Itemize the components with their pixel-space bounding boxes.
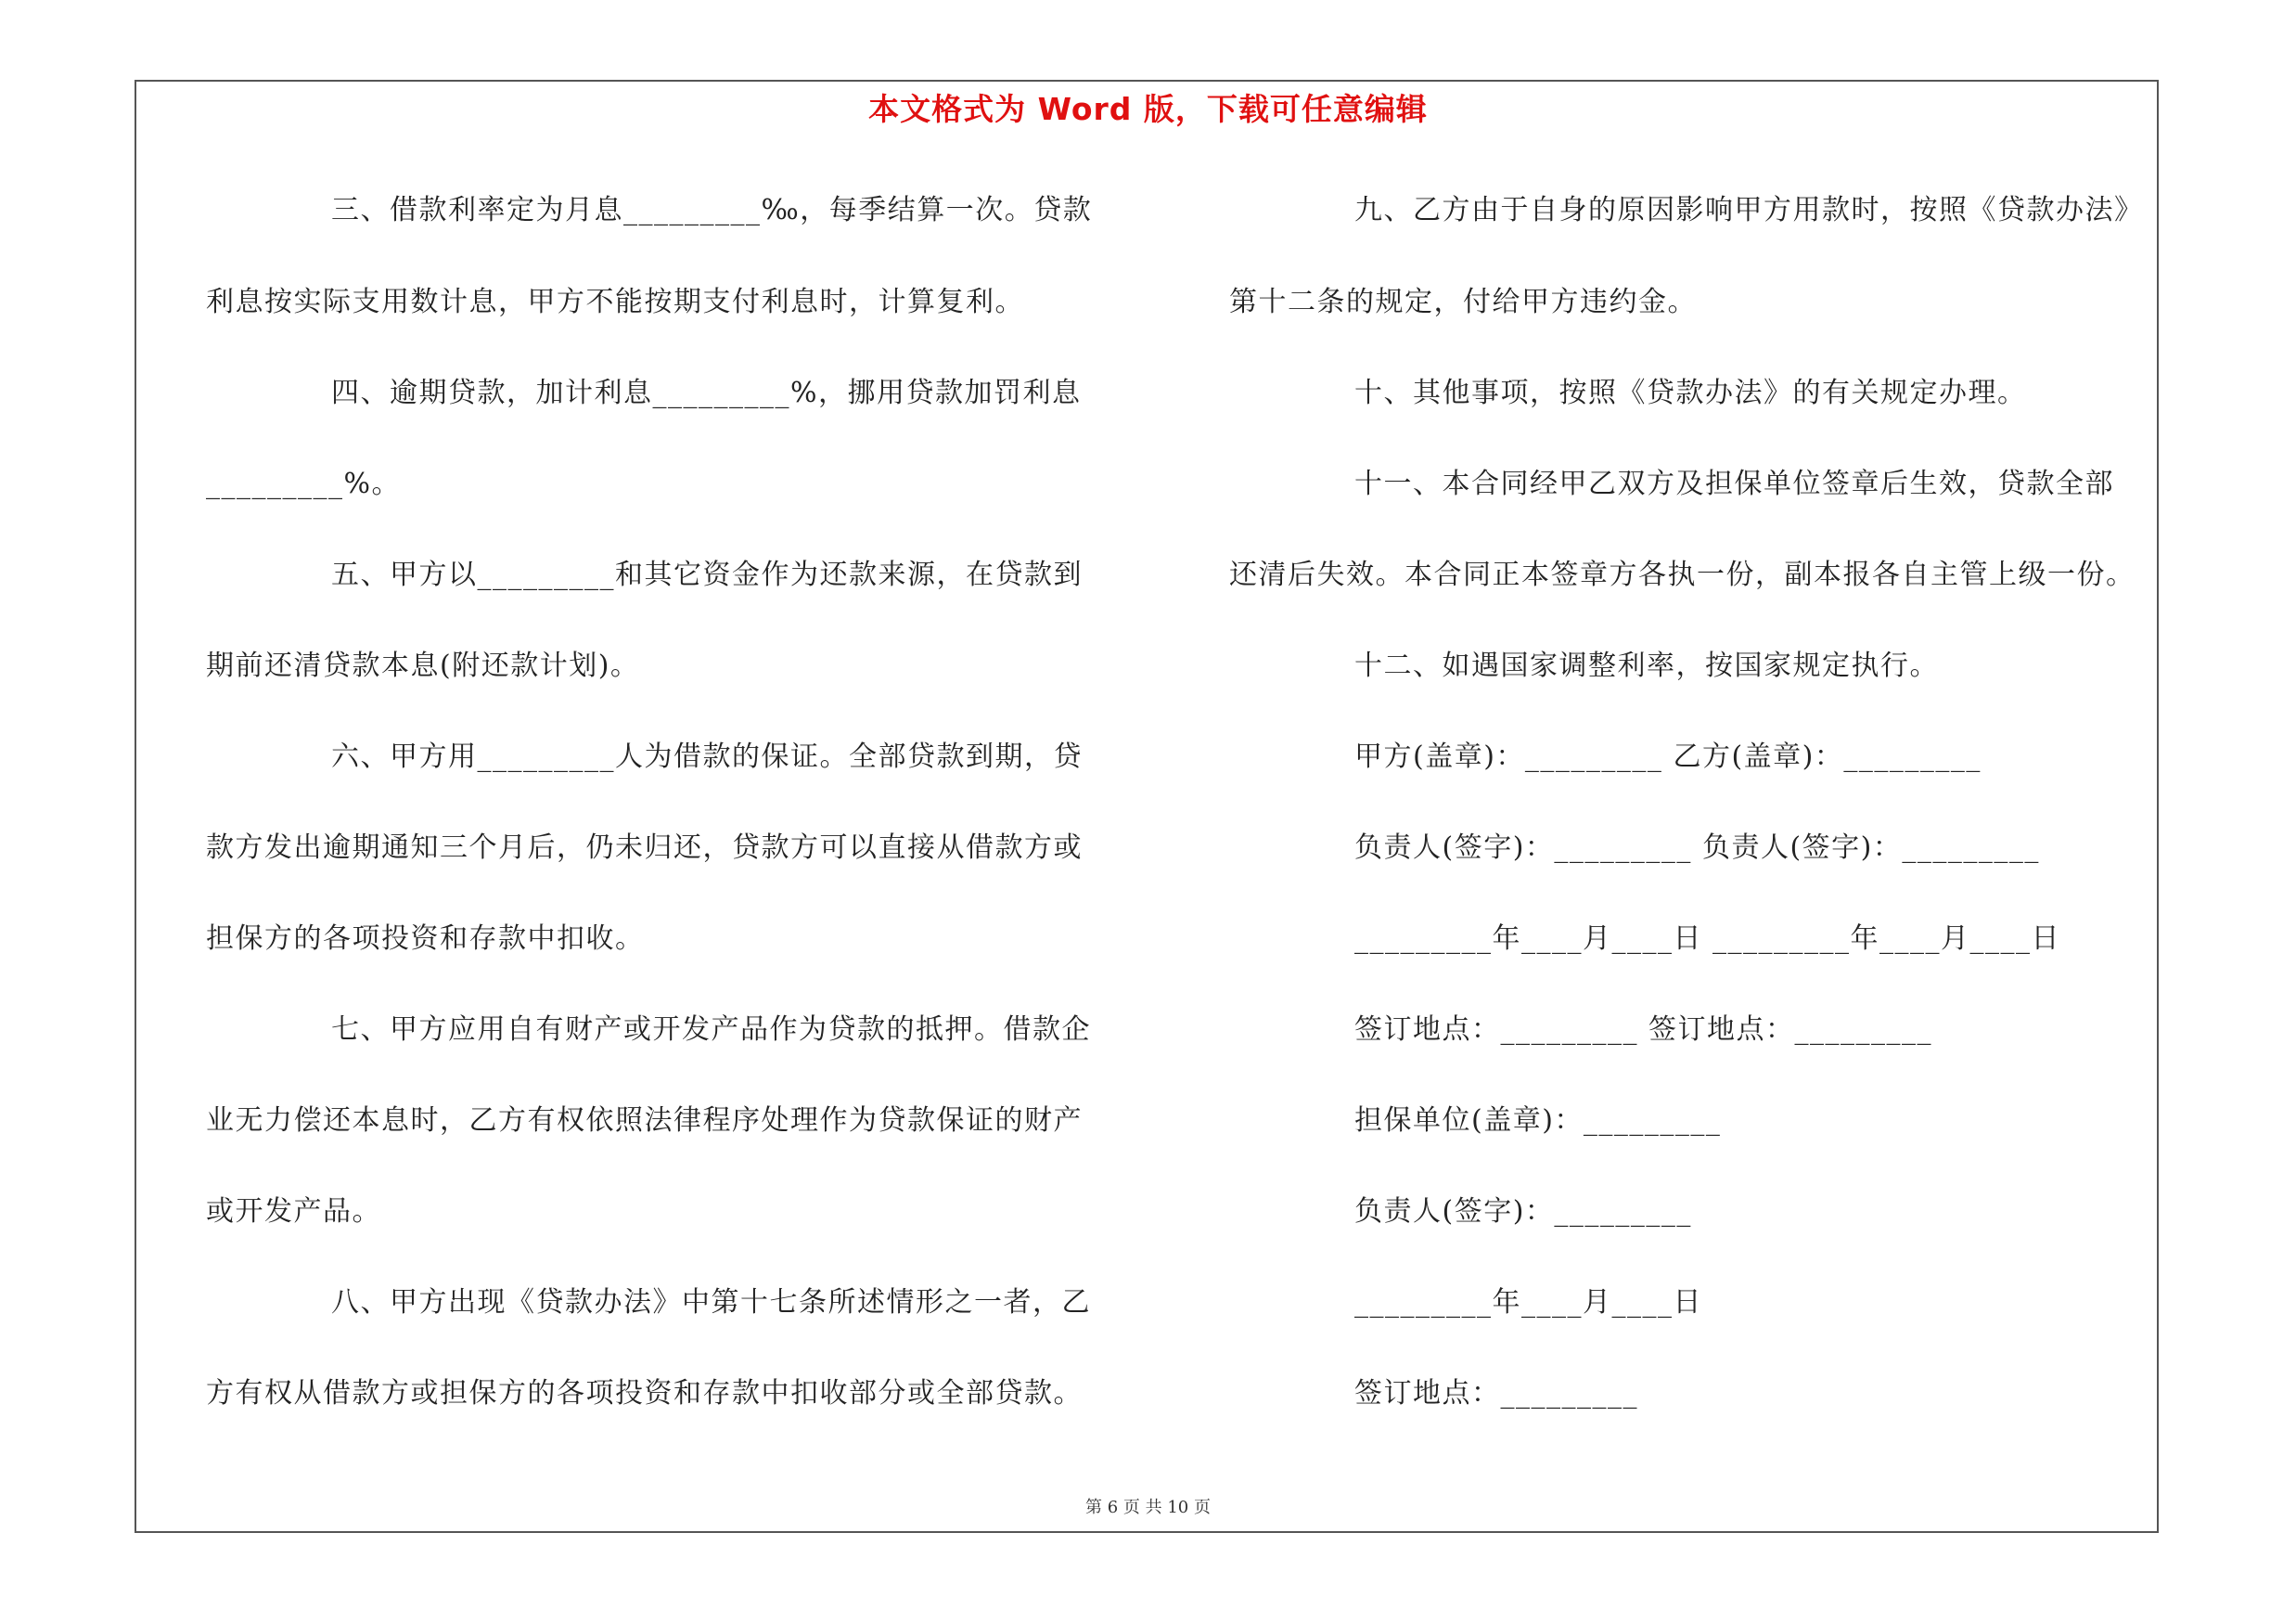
- clause-11-line-1: 十一、本合同经甲乙双方及担保单位签章后生效，贷款全部: [1354, 468, 2114, 500]
- clause-5-line-1: 五、甲方以_________和其它资金作为还款来源，在贷款到: [331, 559, 1083, 591]
- clause-4-line-1: 四、逾期贷款，加计利息_________%，挪用贷款加罚利息: [331, 377, 1082, 409]
- clause-9-line-1: 九、乙方由于自身的原因影响甲方用款时，按照《贷款办法》: [1354, 194, 2144, 226]
- clause-7-line-1: 七、甲方应用自有财产或开发产品作为贷款的抵押。借款企: [331, 1013, 1091, 1046]
- clause-8-line-2: 方有权从借款方或担保方的各项投资和存款中扣收部分或全部贷款。: [206, 1377, 1083, 1410]
- clause-9-line-2: 第十二条的规定，付给甲方违约金。: [1229, 286, 1697, 318]
- guarantor-responsible-line: 负责人(签字)：_________: [1354, 1195, 1692, 1228]
- clause-11-line-2: 还清后失效。本合同正本签章方各执一份，副本报各自主管上级一份。: [1229, 559, 2136, 591]
- clause-8-line-1: 八、甲方出现《贷款办法》中第十七条所述情形之一者，乙: [331, 1286, 1091, 1319]
- guarantor-place-line: 签订地点：_________: [1354, 1377, 1638, 1410]
- clause-6-line-3: 担保方的各项投资和存款中扣收。: [206, 922, 645, 955]
- signing-place-line: 签订地点：_________ 签订地点：_________: [1354, 1013, 1933, 1046]
- clause-7-line-2: 业无力偿还本息时，乙方有权依照法律程序处理作为贷款保证的财产: [206, 1104, 1083, 1137]
- clause-6-line-1: 六、甲方用_________人为借款的保证。全部贷款到期，贷: [331, 741, 1083, 773]
- clause-7-line-3: 或开发产品。: [206, 1195, 381, 1228]
- clause-3-line-1: 三、借款利率定为月息_________‰，每季结算一次。贷款: [331, 194, 1093, 226]
- clause-6-line-2: 款方发出逾期通知三个月后，仍未归还，贷款方可以直接从借款方或: [206, 831, 1083, 864]
- responsible-person-line: 负责人(签字)：_________ 负责人(签字)：_________: [1354, 831, 2040, 864]
- guarantor-seal-line: 担保单位(盖章)：_________: [1354, 1104, 1722, 1137]
- clause-4-line-2: _________%。: [206, 468, 402, 500]
- word-format-banner: 本文格式为 Word 版，下载可任意编辑: [868, 91, 1428, 127]
- clause-12-line-1: 十二、如遇国家调整利率，按国家规定执行。: [1354, 650, 1939, 682]
- guarantor-date-line: _________年____月____日: [1354, 1286, 1702, 1319]
- page-number: 第 6 页 共 10 页: [1085, 1498, 1211, 1517]
- clause-3-line-2: 利息按实际支用数计息，甲方不能按期支付利息时，计算复利。: [206, 286, 1024, 318]
- signing-date-line: _________年____月____日 _________年____月____日: [1354, 922, 2061, 955]
- clause-10-line-1: 十、其他事项，按照《贷款办法》的有关规定办理。: [1354, 377, 2027, 409]
- clause-5-line-2: 期前还清贷款本息(附还款计划)。: [206, 650, 640, 682]
- party-seal-line: 甲方(盖章)：_________ 乙方(盖章)：_________: [1354, 741, 1982, 773]
